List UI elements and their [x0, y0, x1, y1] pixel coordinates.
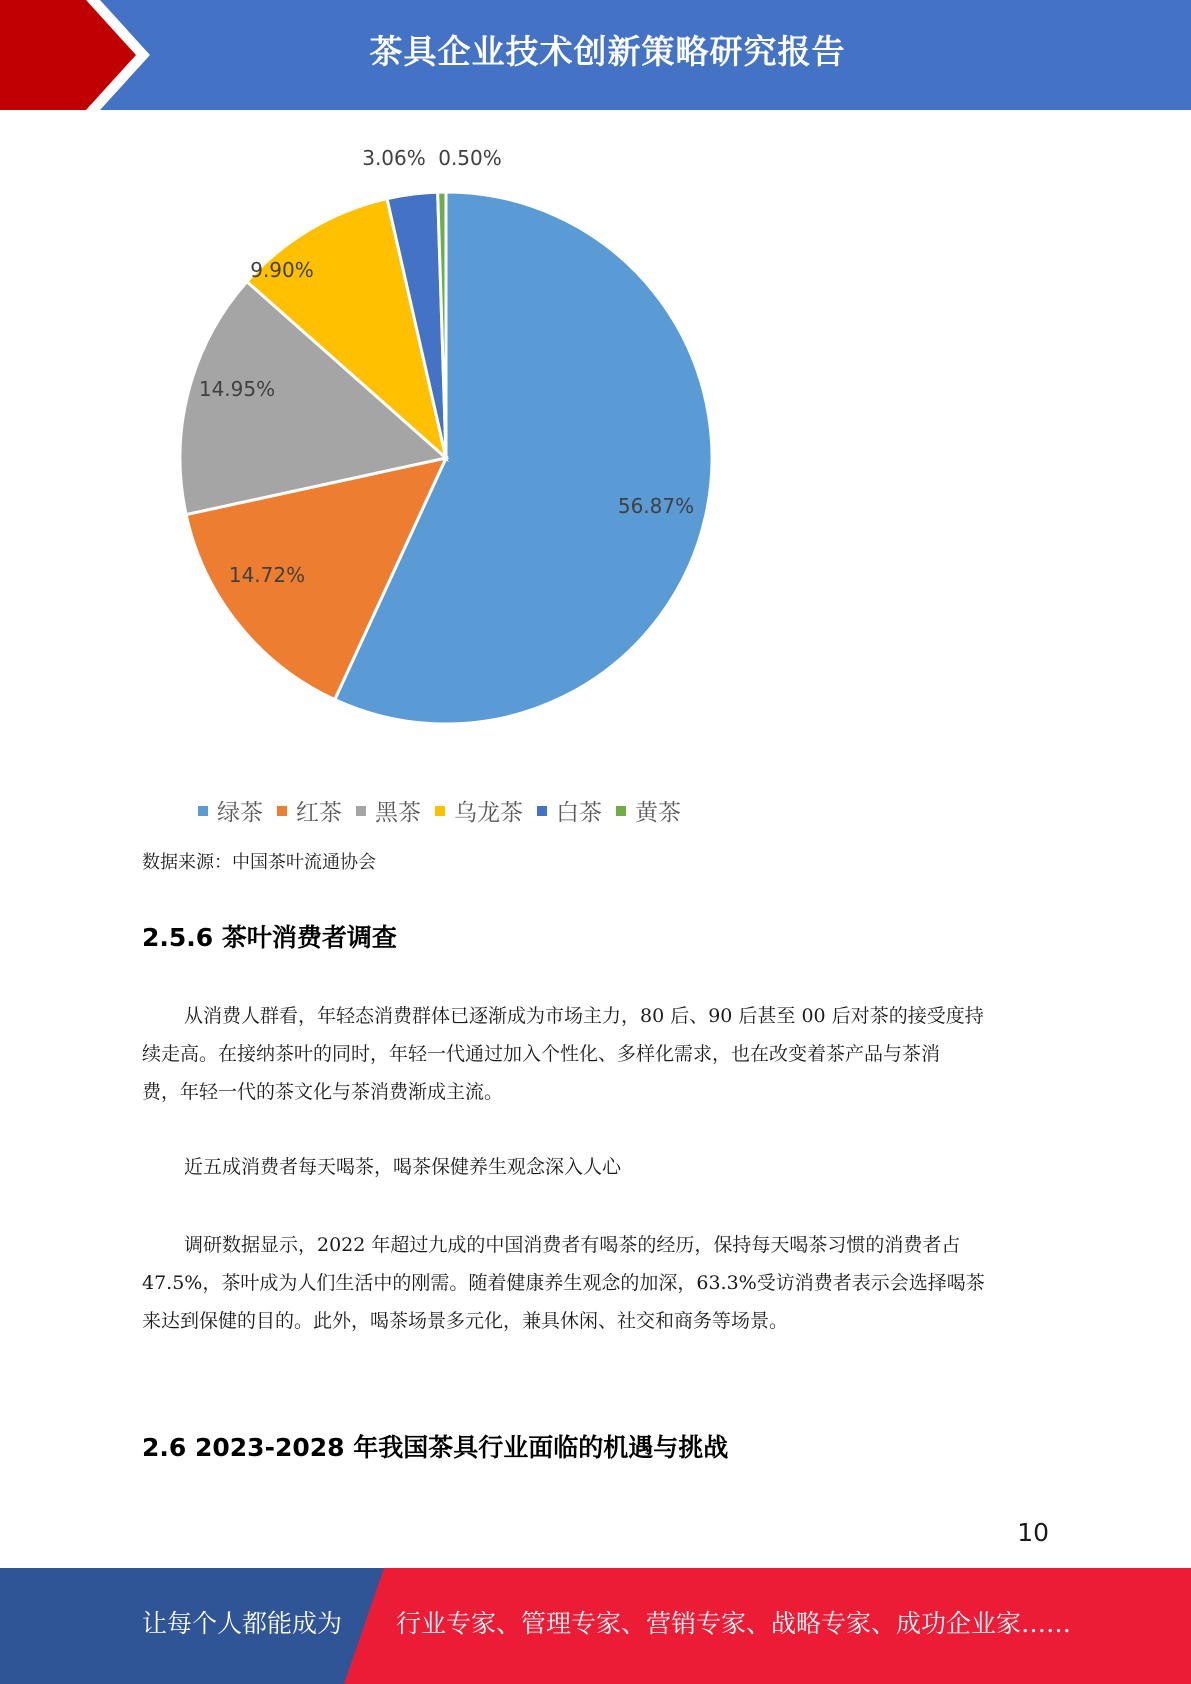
pie-data-label: 14.95%	[198, 377, 276, 401]
pie-svg	[140, 130, 760, 790]
data-source: 数据来源：中国茶叶流通协会	[142, 852, 376, 873]
legend-label: 黑茶	[375, 800, 421, 826]
pie-data-label: 56.87%	[617, 494, 695, 518]
tea-pie-chart	[140, 130, 760, 830]
legend-item	[435, 794, 523, 827]
legend-swatch	[198, 806, 208, 816]
legend-label: 白茶	[556, 800, 602, 826]
legend-swatch	[616, 806, 626, 816]
para-line: 来达到保健的目的。此外，喝茶场景多元化，兼具休闲、社交和商务等场景。	[142, 1310, 789, 1332]
section-heading-2-5-6: 2.5.6 茶叶消费者调查	[142, 923, 397, 952]
legend-swatch	[537, 806, 547, 816]
pie-data-label: 9.90%	[250, 258, 314, 282]
legend-label: 绿茶	[217, 800, 263, 826]
para-line: 续走高。在接纳茶叶的同时，年轻一代通过加入个性化、多样化需求，也在改变着茶产品与茶消	[142, 1043, 941, 1065]
legend-item	[277, 794, 342, 827]
legend-label: 黄茶	[635, 800, 681, 826]
legend-swatch	[435, 806, 445, 816]
section-heading-2-6: 2.6 2023-2028 年我国茶具行业面临的机遇与挑战	[142, 1433, 729, 1462]
para-line: 从消费人群看，年轻态消费群体已逐渐成为市场主力，80 后、90 后甚至 00 后对茶的接受度持	[184, 1005, 984, 1027]
page-footer	[0, 1568, 1191, 1684]
footer-slogan-right: 行业专家、管理专家、营销专家、战略专家、成功企业家……	[396, 1609, 1072, 1638]
report-title: 茶具企业技术创新策略研究报告	[369, 32, 846, 71]
legend-label: 乌龙茶	[454, 800, 523, 826]
legend-label: 红茶	[296, 800, 342, 826]
para-line: 费，年轻一代的茶文化与茶消费渐成主流。	[142, 1081, 504, 1103]
paragraph-consumers	[142, 997, 1052, 1111]
page-header	[0, 0, 1191, 110]
pie-data-label: 3.06%	[362, 146, 426, 170]
paragraph-survey	[142, 1226, 1052, 1340]
para-line: 调研数据显示，2022 年超过九成的中国消费者有喝茶的经历，保持每天喝茶习惯的消费者占	[184, 1234, 961, 1256]
legend-item	[356, 794, 421, 827]
legend-item	[537, 794, 602, 827]
legend-swatch	[356, 806, 366, 816]
para-line: 47.5%，茶叶成为人们生活中的刚需。随着健康养生观念的加深，63.3%受访消费者表示会选择喝茶	[142, 1272, 985, 1294]
legend-item	[198, 794, 263, 827]
legend-item	[616, 794, 681, 827]
pie-data-label: 0.50%	[438, 146, 502, 170]
footer-slogan-left: 让每个人都能成为	[142, 1609, 343, 1638]
chart-legend	[198, 794, 695, 827]
page-number: 10	[1017, 1518, 1049, 1547]
legend-swatch	[277, 806, 287, 816]
subheading-daily-tea: 近五成消费者每天喝茶，喝茶保健养生观念深入人心	[184, 1156, 622, 1178]
pie-data-label: 14.72%	[228, 563, 306, 587]
